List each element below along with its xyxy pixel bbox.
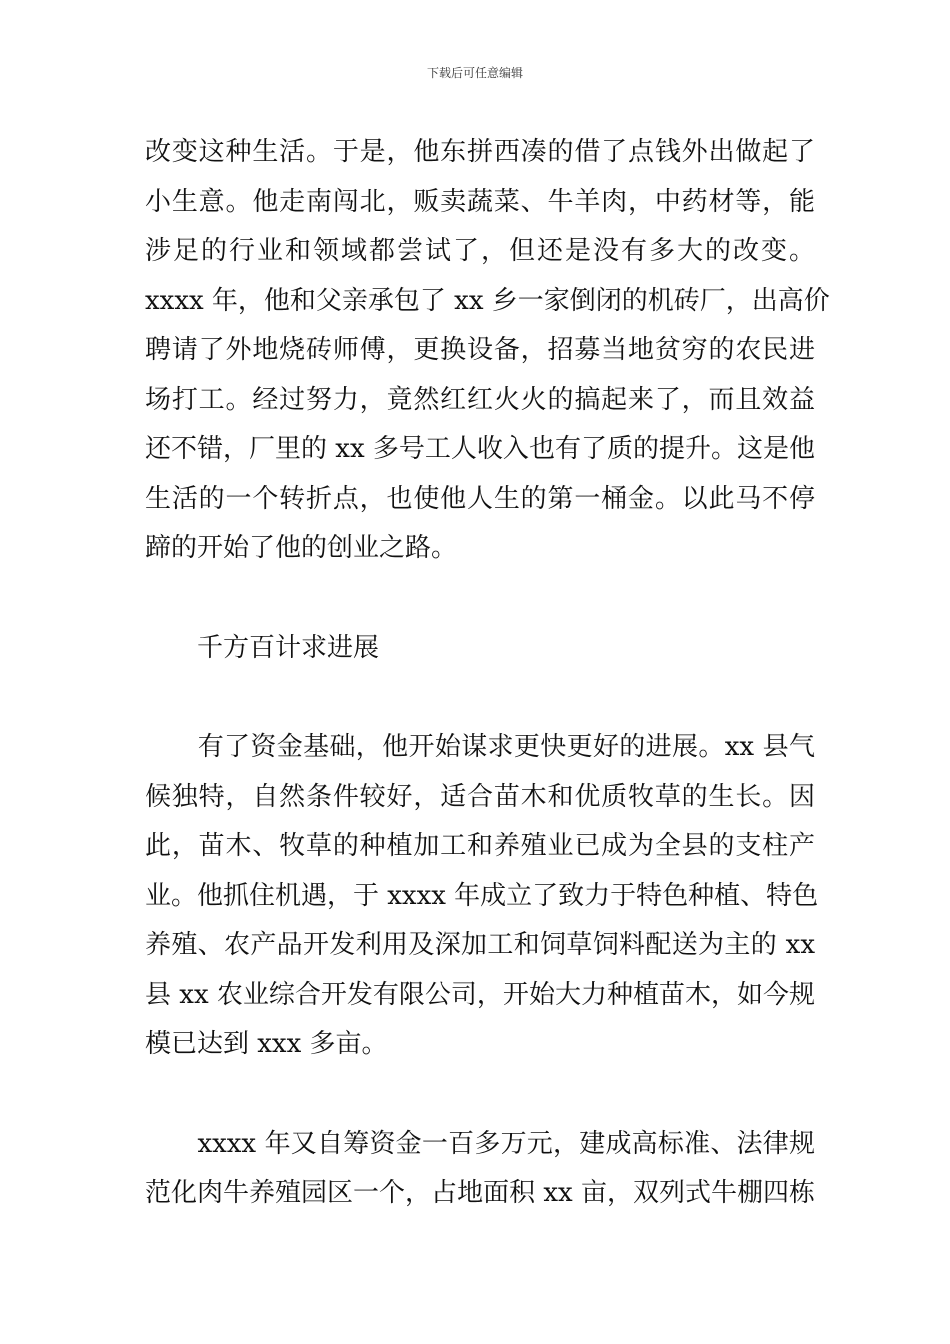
text-line: 候独特，自然条件较好，适合苗木和优质牧草的生长。因 <box>145 781 815 812</box>
text-line: 小生意。他走南闯北，贩卖蔬菜、牛羊肉，中药材等，能 <box>145 186 815 217</box>
text-line: 还不错，厂里的 xx 多号工人收入也有了质的提升。这是他 <box>145 434 815 464</box>
text-line: 涉足的行业和领域都尝试了，但还是没有多大的改变。 <box>145 236 815 266</box>
document-body <box>145 128 830 1219</box>
paragraph <box>145 723 819 1070</box>
text-line: 模已达到 xxx 多亩。 <box>145 1029 388 1059</box>
text-line: 此，苗木、牧草的种植加工和养殖业已成为全县的支柱产 <box>145 831 815 861</box>
paragraph <box>145 1120 815 1219</box>
paragraph-gap <box>145 1070 815 1120</box>
text-line: xxxx 年，他和父亲承包了 xx 乡一家倒闭的机砖厂，出高价 <box>145 285 830 316</box>
section-heading <box>145 624 815 674</box>
text-line: 千方百计求进展 <box>145 632 380 663</box>
page-header: 下载后可任意编辑 <box>426 66 523 80</box>
text-line: 养殖、农产品开发利用及深加工和饲草饲料配送为主的 xx <box>145 930 815 960</box>
text-line: 蹄的开始了他的创业之路。 <box>145 533 458 563</box>
paragraph-gap <box>145 673 815 723</box>
text-line: 业。他抓住机遇，于 xxxx 年成立了致力于特色种植、特色 <box>145 880 819 911</box>
text-line: 聘请了外地烧砖师傅，更换设备，招募当地贫穷的农民进 <box>145 335 815 365</box>
text-line: 有了资金基础，他开始谋求更快更好的进展。xx 县气 <box>145 732 815 762</box>
text-line: 生活的一个转折点，也使他人生的第一桶金。以此马不停 <box>145 483 815 514</box>
paragraph <box>145 128 830 574</box>
text-line: 改变这种生活。于是，他东拼西凑的借了点钱外出做起了 <box>145 137 815 167</box>
text-line: 场打工。经过努力，竟然红红火火的搞起来了，而且效益 <box>145 384 815 415</box>
paragraph-gap <box>145 574 815 624</box>
text-line: 县 xx 农业综合开发有限公司，开始大力种植苗木，如今规 <box>145 979 815 1010</box>
text-line: 范化肉牛养殖园区一个，占地面积 xx 亩，双列式牛棚四栋 <box>145 1178 815 1208</box>
text-line: xxxx 年又自筹资金一百多万元，建成高标准、法律规 <box>145 1128 815 1159</box>
